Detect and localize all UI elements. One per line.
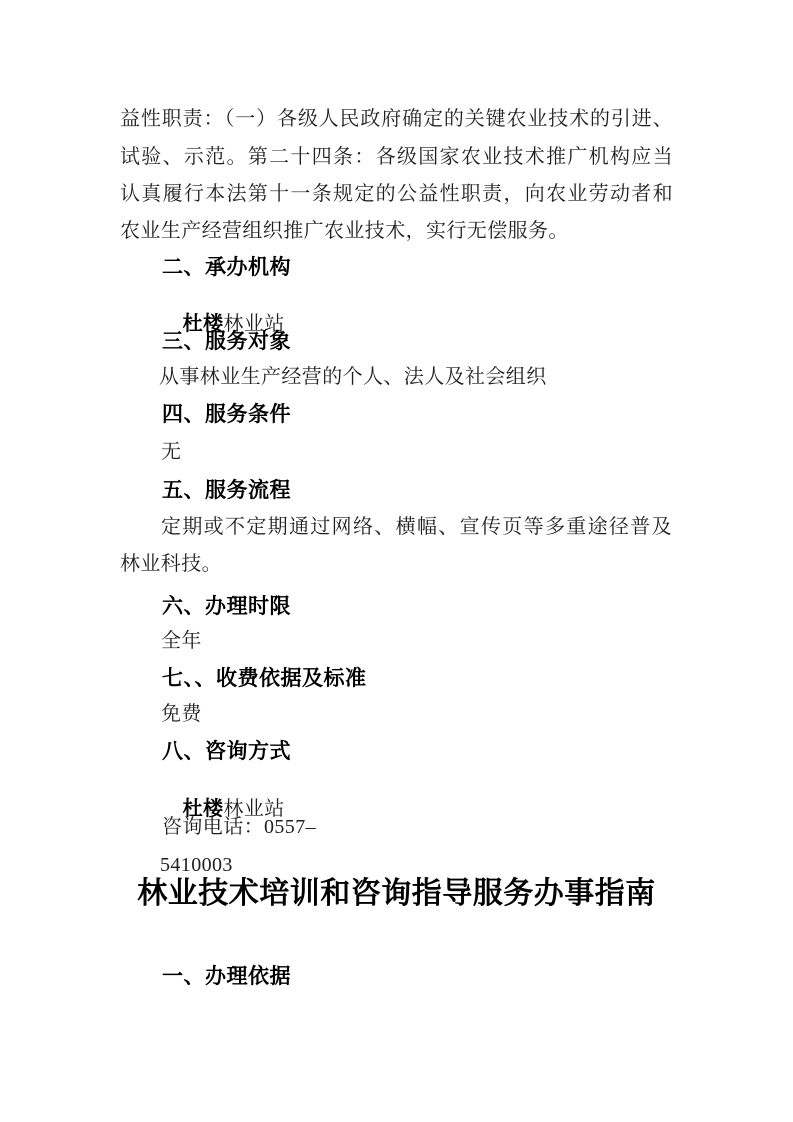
section-heading-fee-basis: 七、、收费依据及标准: [162, 667, 367, 690]
section-heading-consultation-method: 八、咨询方式: [162, 740, 291, 763]
guide-title: 林业技术培训和咨询指导服务办事指南: [137, 877, 656, 910]
consultation-phone-line: 咨询电话：0557–: [162, 816, 316, 838]
service-process-line: 定期或不定期通过网络、横幅、宣传页等多重途径普及: [161, 516, 672, 538]
intro-paragraph-line: 农业生产经营组织推广农业技术，实行无偿服务。: [120, 220, 569, 242]
service-process-line: 林业科技。: [120, 553, 222, 575]
intro-paragraph-line: 益性职责：（一）各级人民政府确定的关键农业技术的引进、: [120, 108, 673, 130]
consultation-phone-number: 5410003: [160, 854, 233, 876]
agency-name-rest: 林业站: [223, 313, 285, 335]
consultation-agency-rest: 林业站: [223, 798, 285, 820]
intro-paragraph-line: 认真履行本法第十一条规定的公益性职责，向农业劳动者和: [120, 183, 673, 205]
section-heading-undertaking-agency: 二、承办机构: [162, 256, 291, 279]
service-target-text: 从事林业生产经营的个人、法人及社会组织: [159, 366, 547, 388]
processing-time-text: 全年: [161, 630, 202, 652]
consultation-agency-bold: 杜楼: [182, 798, 224, 820]
section-heading-service-process: 五、服务流程: [162, 479, 291, 502]
intro-paragraph-line: 试验、示范。第二十四条：各级国家农业技术推广机构应当: [120, 146, 673, 168]
section-heading-service-condition: 四、服务条件: [162, 403, 291, 426]
fee-text: 免费: [161, 703, 202, 725]
service-condition-text: 无: [161, 441, 182, 463]
section-heading-service-target: 三、服务对象: [162, 330, 291, 353]
section-heading-processing-time: 六、办理时限: [162, 595, 291, 618]
agency-name-bold: 杜楼: [182, 313, 224, 335]
section-heading-handling-basis: 一、办理依据: [162, 965, 291, 988]
